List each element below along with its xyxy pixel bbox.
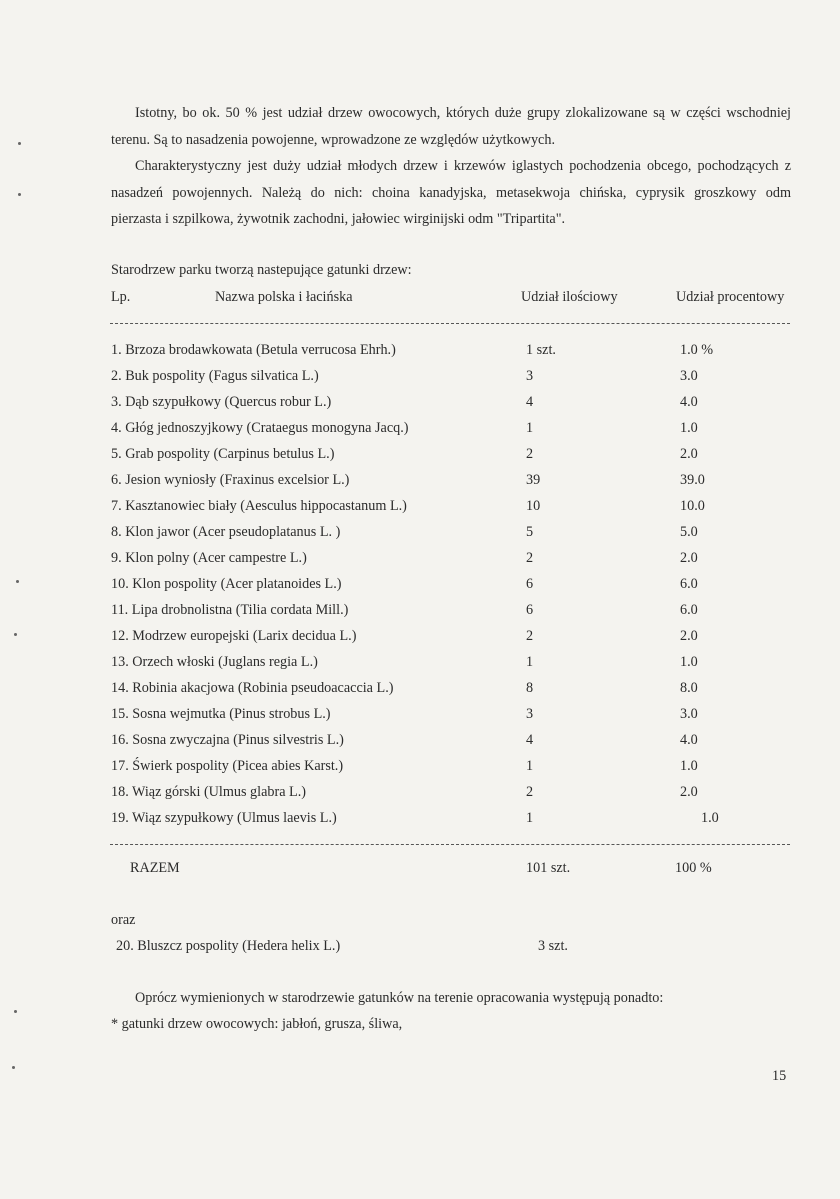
species-qty: 10 [526, 498, 541, 514]
species-pct: 2.0 [680, 628, 698, 644]
species-name: 1. Brzoza brodawkowata (Betula verrucosa Ehrh.) [111, 342, 396, 358]
header-qty: Udział ilościowy [521, 289, 618, 305]
species-pct: 10.0 [680, 498, 705, 514]
species-name: 8. Klon jawor (Acer pseudoplatanus L. ) [111, 524, 341, 540]
species-pct: 8.0 [680, 680, 698, 696]
species-name: 12. Modrzew europejski (Larix decidua L.) [111, 628, 357, 644]
species-pct: 6.0 [680, 576, 698, 592]
species-pct: 1.0 [680, 420, 698, 436]
paragraph-line: nasadzeń powojennych. Należą do nich: choina kanadyjska, metasekwoja chińska, cyprysik groszkowy odm [111, 184, 791, 201]
species-pct: 3.0 [680, 368, 698, 384]
intro-paragraphs [111, 100, 791, 233]
species-name: 16. Sosna zwyczajna (Pinus silvestris L.) [111, 732, 344, 748]
paragraph-line: terenu. Są to nasadzenia powojenne, wprowadzone ze względów użytkowych. [111, 131, 555, 148]
species-name: 2. Buk pospolity (Fagus silvatica L.) [111, 368, 319, 384]
scan-dot [18, 142, 21, 145]
species-pct: 5.0 [680, 524, 698, 540]
table-divider-bottom [110, 844, 790, 845]
species-name: 4. Głóg jednoszyjkowy (Crataegus monogyna Jacq.) [111, 420, 409, 436]
total-pct: 100 % [675, 860, 712, 876]
species-qty: 2 [526, 784, 534, 800]
scan-dot [16, 580, 19, 583]
species-name: 14. Robinia akacjowa (Robinia pseudoacaccia L.) [111, 680, 394, 696]
species-name: 3. Dąb szypułkowy (Quercus robur L.) [111, 394, 332, 410]
species-pct: 2.0 [680, 446, 698, 462]
species-pct: 1.0 [680, 654, 698, 670]
paragraph-line: pierzasta i szpilkowa, żywotnik zachodni, jałowiec wirginijski odm "Tripartita". [111, 211, 566, 227]
species-name: 15. Sosna wejmutka (Pinus strobus L.) [111, 706, 331, 722]
header-lp: Lp. [111, 289, 131, 305]
species-qty: 4 [526, 732, 534, 748]
species-qty: 6 [526, 602, 534, 618]
species-name: 11. Lipa drobnolistna (Tilia cordata Mill.) [111, 602, 349, 618]
species-pct: 1.0 % [680, 342, 714, 358]
species-pct: 2.0 [680, 550, 698, 566]
paragraph-line: Charakterystyczny jest duży udział młodych drzew i krzewów iglastych pochodzenia obcego, pochodzących z [135, 158, 791, 174]
species-name: 19. Wiąz szypułkowy (Ulmus laevis L.) [111, 810, 337, 826]
species-name: 13. Orzech włoski (Juglans regia L.) [111, 654, 318, 670]
total-label: RAZEM [130, 860, 180, 876]
species-pct: 1.0 [701, 810, 719, 826]
species-qty: 1 [526, 654, 534, 670]
scan-dot [18, 193, 21, 196]
species-name: 10. Klon pospolity (Acer platanoides L.) [111, 576, 342, 592]
species-qty: 2 [526, 628, 534, 644]
species-qty: 3 [526, 368, 534, 384]
outro-line: Oprócz wymienionych w starodrzewie gatunków na terenie opracowania występują ponadto: [135, 990, 664, 1006]
species-qty: 39 [526, 472, 541, 488]
total-qty: 101 szt. [526, 860, 571, 876]
species-qty: 8 [526, 680, 534, 696]
species-name: 18. Wiąz górski (Ulmus glabra L.) [111, 784, 306, 800]
species-qty: 3 [526, 706, 534, 722]
oraz-label: oraz [111, 912, 136, 928]
species-pct: 1.0 [680, 758, 698, 774]
species-qty: 5 [526, 524, 534, 540]
species-pct: 4.0 [680, 732, 698, 748]
species-qty: 2 [526, 446, 534, 462]
species-qty: 1 [526, 810, 534, 826]
item20-qty: 3 szt. [538, 938, 568, 954]
scan-dot [14, 633, 17, 636]
species-pct: 39.0 [680, 472, 705, 488]
species-pct: 2.0 [680, 784, 698, 800]
outro-line: * gatunki drzew owocowych: jabłoń, grusza, śliwa, [111, 1016, 403, 1032]
scan-dot [14, 1010, 17, 1013]
species-name: 5. Grab pospolity (Carpinus betulus L.) [111, 446, 335, 462]
species-qty: 1 [526, 420, 534, 436]
species-qty: 6 [526, 576, 534, 592]
item20-name: 20. Bluszcz pospolity (Hedera helix L.) [116, 938, 341, 954]
species-name: 7. Kasztanowiec biały (Aesculus hippocastanum L.) [111, 498, 407, 514]
species-qty: 4 [526, 394, 534, 410]
species-name: 9. Klon polny (Acer campestre L.) [111, 550, 307, 566]
species-qty: 1 [526, 758, 534, 774]
page-number: 15 [772, 1068, 787, 1084]
species-qty: 2 [526, 550, 534, 566]
species-qty: 1 szt. [526, 342, 556, 358]
species-pct: 6.0 [680, 602, 698, 618]
table-caption: Starodrzew parku tworzą nastepujące gatunki drzew: [111, 262, 412, 278]
paragraph-line: Istotny, bo ok. 50 % jest udział drzew owocowych, których duże grupy zlokalizowane są w części wschodniej [135, 105, 791, 121]
species-name: 17. Świerk pospolity (Picea abies Karst.) [111, 758, 344, 774]
header-pct: Udział procentowy [676, 289, 785, 305]
species-name: 6. Jesion wyniosły (Fraxinus excelsior L.) [111, 472, 350, 488]
species-pct: 3.0 [680, 706, 698, 722]
header-name: Nazwa polska i łacińska [215, 289, 353, 305]
scan-dot [12, 1066, 15, 1069]
species-pct: 4.0 [680, 394, 698, 410]
table-divider-top [110, 323, 790, 324]
